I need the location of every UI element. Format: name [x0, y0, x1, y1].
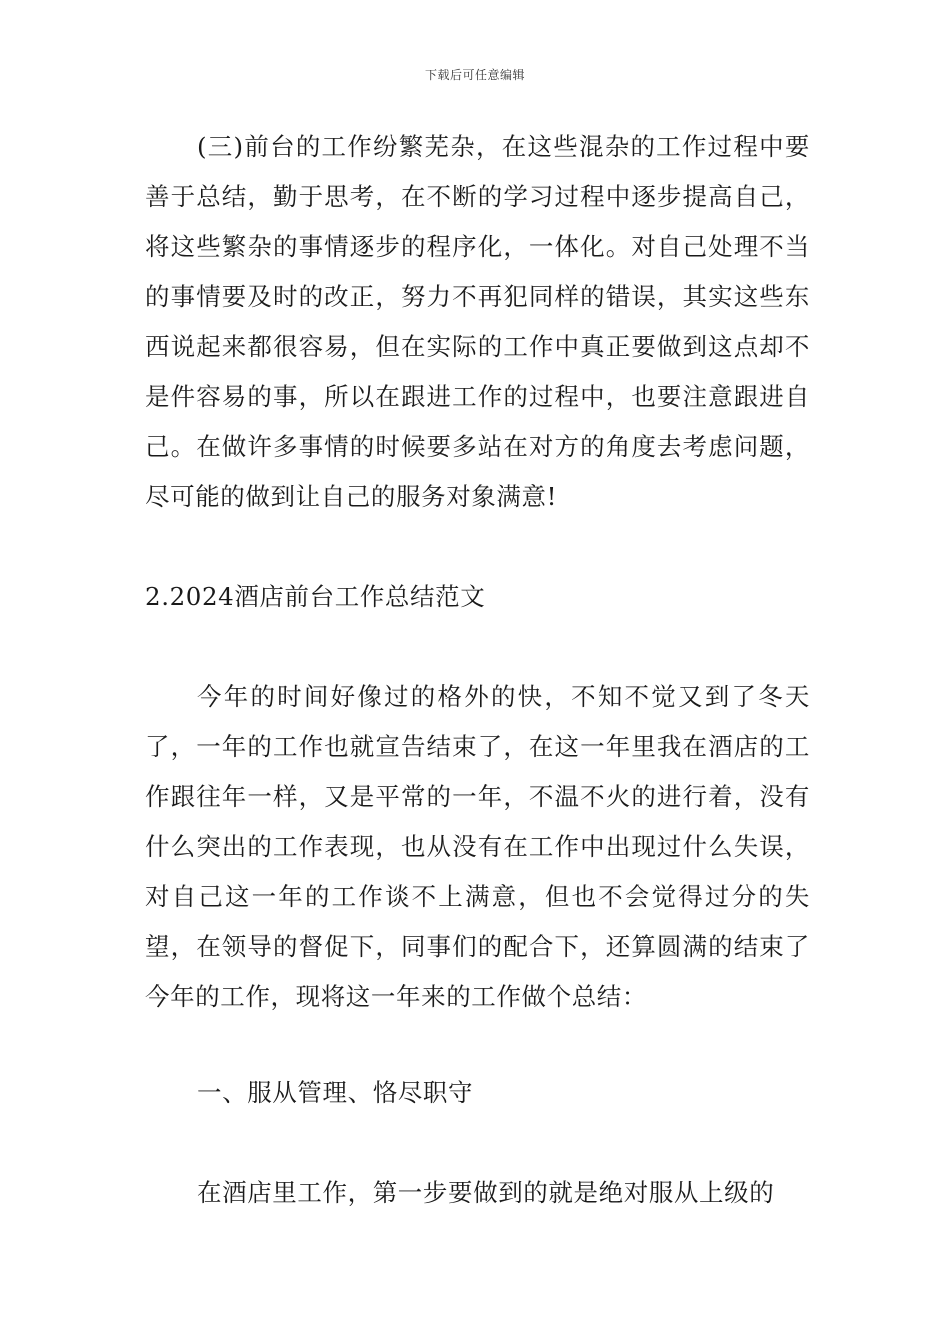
- paragraph-hotel-work: 在酒店里工作，第一步要做到的就是绝对服从上级的: [197, 1178, 775, 1207]
- paragraph-year-summary: 今年的时间好像过的格外的快，不知不觉又到了冬天了，一年的工作也就宣告结束了，在这一年里我在酒店的工作跟往年一样，又是平常的一年，不温不火的进行着，没有什么突出的工作表现，也从没有在工作中出现过什么失误，对自己这一年的工作谈不上满意，但也不会觉得过分的失望，在领导的督促下，同事们的配合下，还算圆满的结束了今年的工作，现将这一年来的工作做个总结：: [145, 682, 810, 1011]
- subheading-obey-management: 一、服从管理、恪尽职守: [197, 1078, 474, 1107]
- paragraph-front-desk-work: (三)前台的工作纷繁芜杂，在这些混杂的工作过程中要善于总结，勤于思考，在不断的学习过程中逐步提高自己，将这些繁杂的事情逐步的程序化，一体化。对自己处理不当的事情要及时的改正，努力不再犯同样的错误，其实这些东西说起来都很容易，但在实际的工作中真正要做到这点却不是件容易的事，所以在跟进工作的过程中，也要注意跟进自己。在做许多事情的时候要多站在对方的角度去考虑问题，尽可能的做到让自己的服务对象满意!: [145, 132, 810, 511]
- page-header-note: 下载后可任意编辑: [424, 68, 525, 82]
- section-heading: 2.2024酒店前台工作总结范文: [145, 582, 486, 611]
